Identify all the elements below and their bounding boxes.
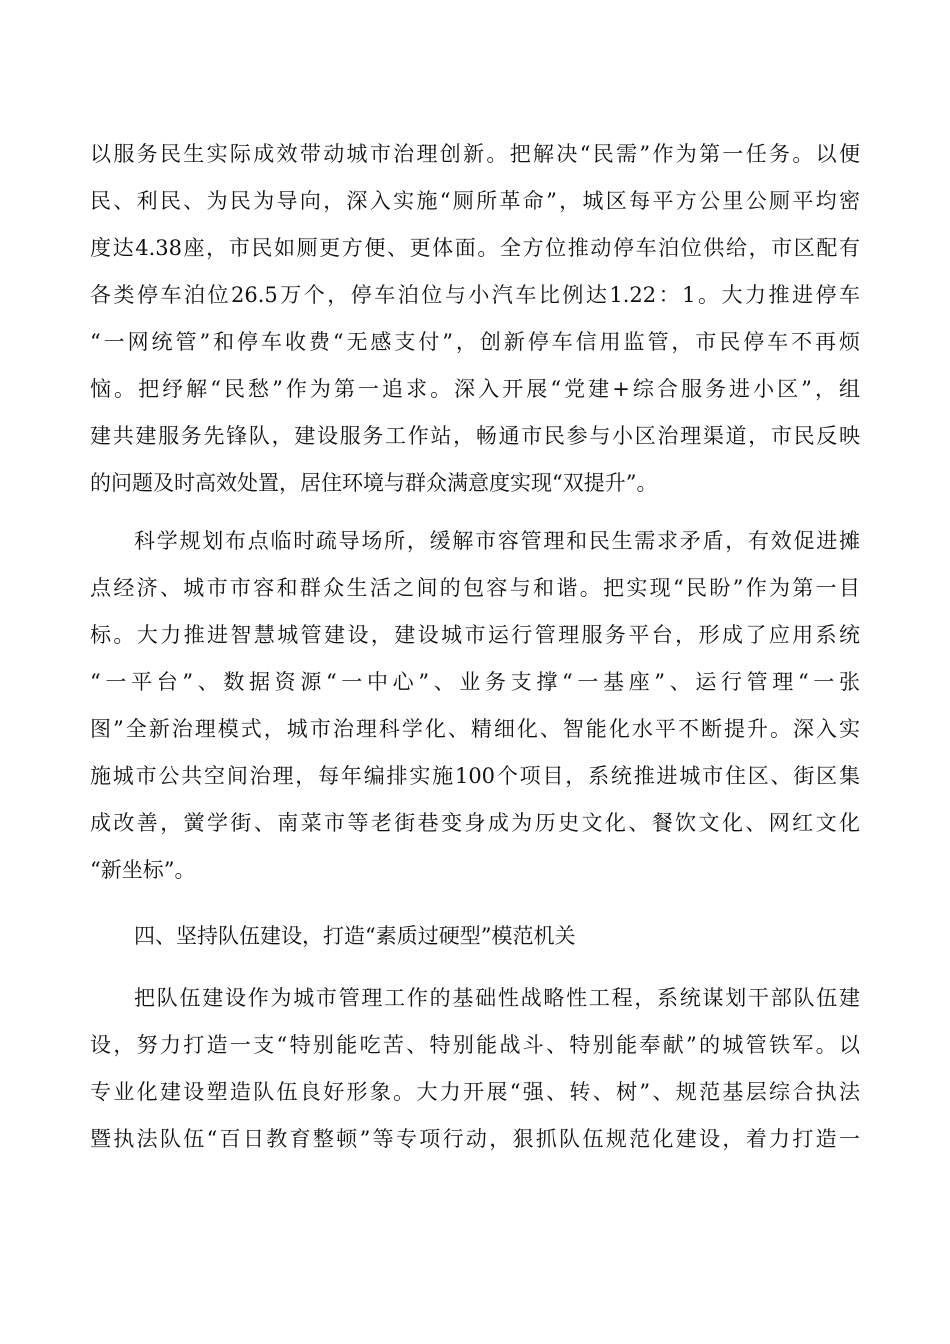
paragraph-line: 成改善，黉学街、南菜市等老街巷变身成为历史文化、餐饮文化、网红文化	[90, 811, 860, 835]
paragraph-line: 专业化建设塑造队伍良好形象。大力开展“强、转、树”、规范基层综合执法	[90, 1080, 860, 1104]
paragraph-line: “新坐标”。	[90, 858, 196, 882]
paragraph-line: 施城市公共空间治理，每年编排实施100个项目，系统推进城市住区、街区集	[90, 764, 860, 788]
paragraph-line: 的问题及时高效处置，居住环境与群众满意度实现“双提升”。	[90, 471, 658, 495]
paragraph-line: 民、利民、为民为导向，深入实施“厕所革命”，城区每平方公里公厕平均密	[90, 189, 860, 213]
paragraph-line: 度达4.38座，市民如厕更方便、更体面。全方位推动停车泊位供给，市区配有	[90, 236, 860, 260]
paragraph-line: 把队伍建设作为城市管理工作的基础性战略性工程，系统谋划干部队伍建	[134, 986, 860, 1010]
paragraph-line: 科学规划布点临时疏导场所，缓解市容管理和民生需求矛盾，有效促进摊	[134, 529, 860, 553]
paragraph-line: 图”全新治理模式，城市治理科学化、精细化、智能化水平不断提升。深入实	[90, 717, 860, 741]
paragraph-line: 点经济、城市市容和群众生活之间的包容与和谐。把实现“民盼”作为第一目	[90, 576, 860, 600]
paragraph-line: 恼。把纾解“民愁”作为第一追求。深入开展“党建+综合服务进小区”，组	[90, 377, 860, 401]
paragraph-line: 各类停车泊位26.5万个，停车泊位与小汽车比例达1.22：1。大力推进停车	[90, 283, 860, 307]
paragraph-line: “一网统管”和停车收费“无感支付”，创新停车信用监管，市民停车不再烦	[90, 330, 860, 354]
paragraph-line: 标。大力推进智慧城管建设，建设城市运行管理服务平台，形成了应用系统	[90, 623, 860, 647]
section-heading: 四、坚持队伍建设，打造“素质过硬型”模范机关	[134, 924, 576, 948]
paragraph-line: 以服务民生实际成效带动城市治理创新。把解决“民需”作为第一任务。以便	[90, 142, 860, 166]
paragraph-line: “一平台”、数据资源“一中心”、业务支撑“一基座”、运行管理“一张	[90, 670, 860, 694]
paragraph-line: 设，努力打造一支“特别能吃苦、特别能战斗、特别能奉献”的城管铁军。以	[90, 1033, 860, 1057]
paragraph-line: 建共建服务先锋队，建设服务工作站，畅通市民参与小区治理渠道，市民反映	[90, 424, 860, 448]
paragraph-line: 暨执法队伍“百日教育整顿”等专项行动，狠抓队伍规范化建设，着力打造一	[90, 1127, 860, 1151]
